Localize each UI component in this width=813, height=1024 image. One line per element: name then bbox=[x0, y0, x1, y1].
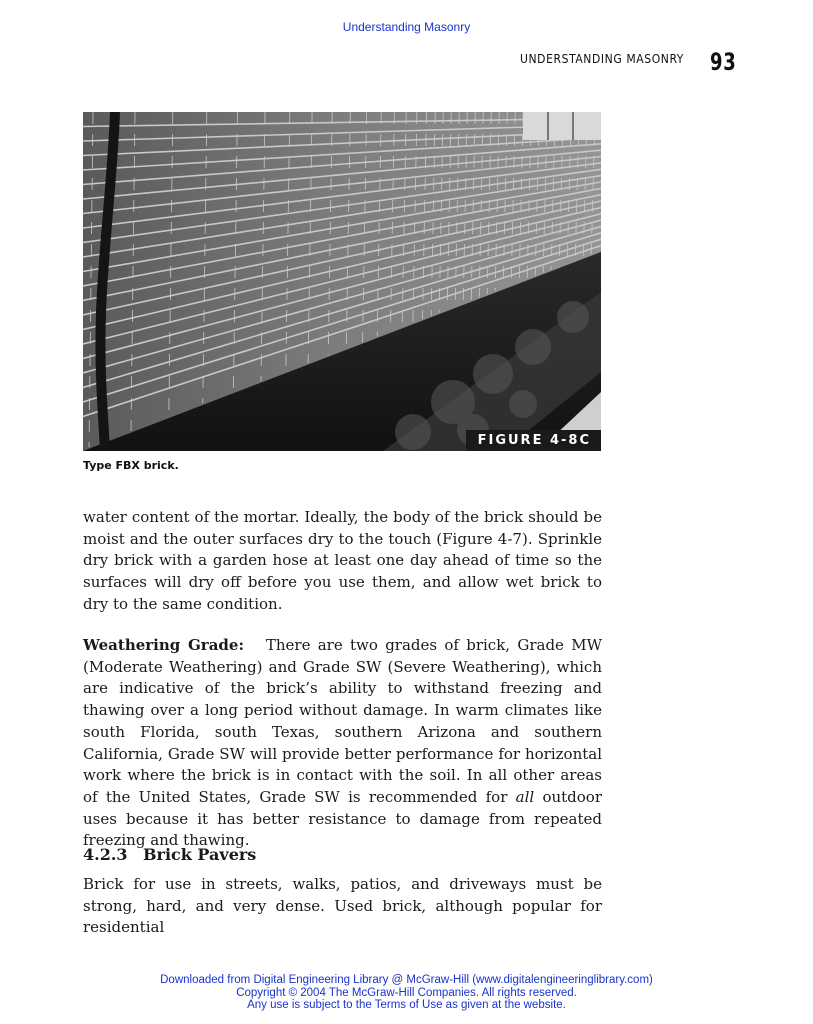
body-paragraph: water content of the mortar. Ideally, the body of the brick should be moist and the outer surfaces dry to the touch (Figure 4-7). Sprinkle dry brick with a garden hose at least one day ahead of time so the surfaces will dry off before you use them, and allow wet brick to dry to the same condition. bbox=[83, 508, 602, 613]
footer-terms-link[interactable]: Any use is subject to the Terms of Use as given at the website. bbox=[247, 999, 566, 1011]
weathering-grade-paragraph bbox=[83, 635, 602, 852]
run-in-heading: Weathering Grade: bbox=[83, 636, 244, 654]
figure-label: FIGURE 4-8C bbox=[466, 430, 601, 451]
figure-caption: Type FBX brick. bbox=[83, 459, 179, 472]
brick-wall-photo bbox=[83, 112, 601, 451]
brick-pavers-paragraph: Brick for use in streets, walks, patios, and driveways must be strong, hard, and very dense. Used brick, although popular for residential bbox=[83, 875, 602, 937]
paragraph-text: There are two grades of brick, Grade MW (Moderate Weathering) and Grade SW (Severe Weathering), which are indicative of the brick’s ability to withstand freezing and thawing over a long period without damage. In warm climates like south Florida, south Texas, southern Arizona and southern California, Grade SW will provide better performance for horizontal work where the brick is in contact with the soil. In all other areas of the United States, Grade SW is recommended for bbox=[83, 636, 602, 806]
brick-wall-illustration bbox=[83, 112, 601, 451]
emphasized-word: all bbox=[515, 787, 535, 806]
section-title: Brick Pavers bbox=[143, 845, 257, 864]
footer-notice bbox=[0, 974, 813, 1012]
footer-download-link[interactable]: Downloaded from Digital Engineering Library @ McGraw-Hill (www.digitalengineeringlibrary.com) bbox=[160, 974, 653, 986]
top-library-link[interactable]: Understanding Masonry bbox=[342, 20, 471, 34]
section-heading bbox=[83, 845, 256, 864]
paragraph-text-continued: outdoor uses because it has better resistance to damage from repeated freezing and thawing. bbox=[83, 787, 602, 850]
running-head-title: UNDERSTANDING MASONRY bbox=[520, 52, 685, 66]
footer-copyright: Copyright © 2004 The McGraw-Hill Companies. All rights reserved. bbox=[236, 986, 577, 999]
section-number: 4.2.3 bbox=[83, 845, 128, 864]
page-number: 93 bbox=[710, 48, 737, 76]
